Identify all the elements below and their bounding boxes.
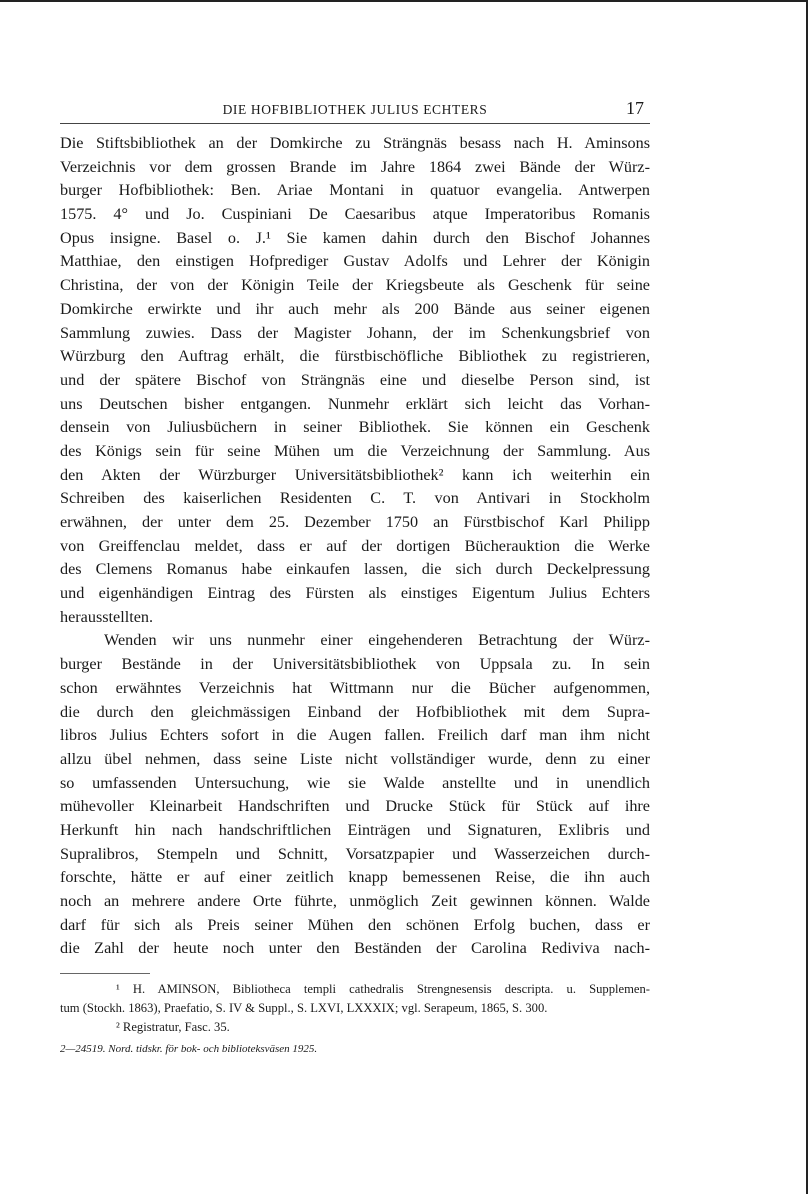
- body-line: erwähnen, der unter dem 25. Dezember 1750 an Fürstbischof Karl Philipp: [60, 513, 650, 531]
- footnote-1-line-1: ¹ H. AMINSON, Bibliotheca templi cathedralis Strengnesensis descripta. u. Supplemen-: [116, 982, 650, 996]
- scan-border-top: [0, 0, 808, 2]
- footnote-1-line-2: tum (Stockh. 1863), Praefatio, S. IV & Suppl., S. LXVI, LXXXIX; vgl. Serapeum, 1865, S. 300.: [60, 1001, 548, 1015]
- body-line: darf für sich als Preis seiner Mühen den schönen Erfolg buchen, dass er: [60, 915, 650, 934]
- body-text: [60, 132, 650, 961]
- body-line: Domkirche erwirkte und ihr auch mehr als 200 Bände aus seiner eigenen: [60, 299, 650, 318]
- body-line: densein von Juliusbüchern in seiner Bibliothek. Sie können ein Geschenk: [60, 418, 650, 437]
- body-line-paragraph-start: Wenden wir uns nunmehr einer eingehenderen Betrachtung der Würz-: [104, 631, 650, 650]
- running-head: [60, 98, 650, 122]
- body-line: Die Stiftsbibliothek an der Domkirche zu Strängnäs besass nach H. Aminsons: [60, 134, 650, 152]
- header-rule: [60, 123, 650, 124]
- body-line: 1575. 4° und Jo. Cuspiniani De Caesaribus atque Imperatoribus Romanis: [60, 205, 650, 224]
- body-line: Supralibros, Stempeln und Schnitt, Vorsatzpapier und Wasserzeichen durch-: [60, 844, 650, 863]
- body-line: Würzburg den Auftrag erhält, die fürstbischöfliche Bibliothek zu registrieren,: [60, 347, 650, 366]
- footnote-rule: [60, 973, 150, 974]
- footnotes: [60, 980, 650, 1037]
- printer-signature: 2—24519. Nord. tidskr. för bok- och biblioteksväsen 1925.: [60, 1043, 318, 1055]
- body-line: schon erwähntes Verzeichnis hat Wittmann nur die Bücher aufgenommen,: [60, 678, 650, 697]
- body-line: so umfassenden Untersuchung, wie sie Walde anstellte und in unendlich: [60, 773, 650, 792]
- body-line: Sammlung zuwies. Dass der Magister Johann, der im Schenkungsbrief von: [60, 323, 650, 342]
- body-line: Verzeichnis vor dem grossen Brande im Jahre 1864 zwei Bände der Würz-: [60, 157, 650, 176]
- body-line: noch an mehrere andere Orte führte, unmöglich Zeit gewinnen können. Walde: [60, 892, 650, 910]
- body-line: Schreiben des kaiserlichen Residenten C. T. von Antivari in Stockholm: [60, 489, 650, 508]
- body-line: die Zahl der heute noch unter den Beständen der Carolina Rediviva nach-: [60, 939, 650, 958]
- body-line: Christina, der von der Königin Teile der Kriegsbeute als Geschenk für seine: [60, 276, 650, 295]
- body-line: und der spätere Bischof von Strängnäs eine und dieselbe Person sind, ist: [60, 370, 650, 389]
- body-line: forschte, hätte er auf einer zeitlich knapp bemessenen Reise, die ihn auch: [60, 868, 650, 887]
- body-line: und eigenhändigen Eintrag des Fürsten als einstiges Eigentum Julius Echters: [60, 584, 650, 603]
- body-line: uns Deutschen bisher entgangen. Nunmehr erklärt sich leicht das Vorhan-: [60, 394, 650, 413]
- body-line: von Greiffenclau meldet, dass er auf der dortigen Bücherauktion die Werke: [60, 536, 650, 555]
- body-line: des Königs sein für seine Mühen um die Verzeichnung der Sammlung. Aus: [60, 441, 650, 460]
- body-line: mühevoller Kleinarbeit Handschriften und Drucke Stück für Stück auf ihre: [60, 797, 650, 816]
- body-line: Opus insigne. Basel o. J.¹ Sie kamen dahin durch den Bischof Johannes: [60, 228, 650, 247]
- body-line: allzu übel nehmen, dass seine Liste nicht vollständiger wurde, denn zu einer: [60, 749, 650, 768]
- body-line: Herkunft hin nach handschriftlichen Einträgen und Signaturen, Exlibris und: [60, 820, 650, 839]
- body-line: die durch den gleichmässigen Einband der Hofbibliothek mit dem Supra-: [60, 702, 650, 721]
- body-line: den Akten der Würzburger Universitätsbibliothek² kann ich weiterhin ein: [60, 465, 650, 484]
- body-line: Matthiae, den einstigen Hofprediger Gustav Adolfs und Lehrer der Königin: [60, 252, 650, 271]
- body-line: burger Hofbibliothek: Ben. Ariae Montani in quatuor evangelia. Antwerpen: [60, 181, 650, 200]
- body-line: burger Bestände in der Universitätsbibliothek von Uppsala zu. In sein: [60, 655, 650, 674]
- body-line: libros Julius Echters sofort in die Augen fallen. Freilich darf man ihm nicht: [60, 726, 650, 745]
- page-number: 17: [626, 98, 644, 118]
- footnote-2: ² Registratur, Fasc. 35.: [116, 1020, 230, 1034]
- body-line-paragraph-end: herausstellten.: [60, 607, 154, 626]
- running-title: DIE HOFBIBLIOTHEK JULIUS ECHTERS: [222, 102, 488, 117]
- body-line: des Clemens Romanus habe einkaufen lassen, die sich durch Deckelpressung: [60, 560, 650, 579]
